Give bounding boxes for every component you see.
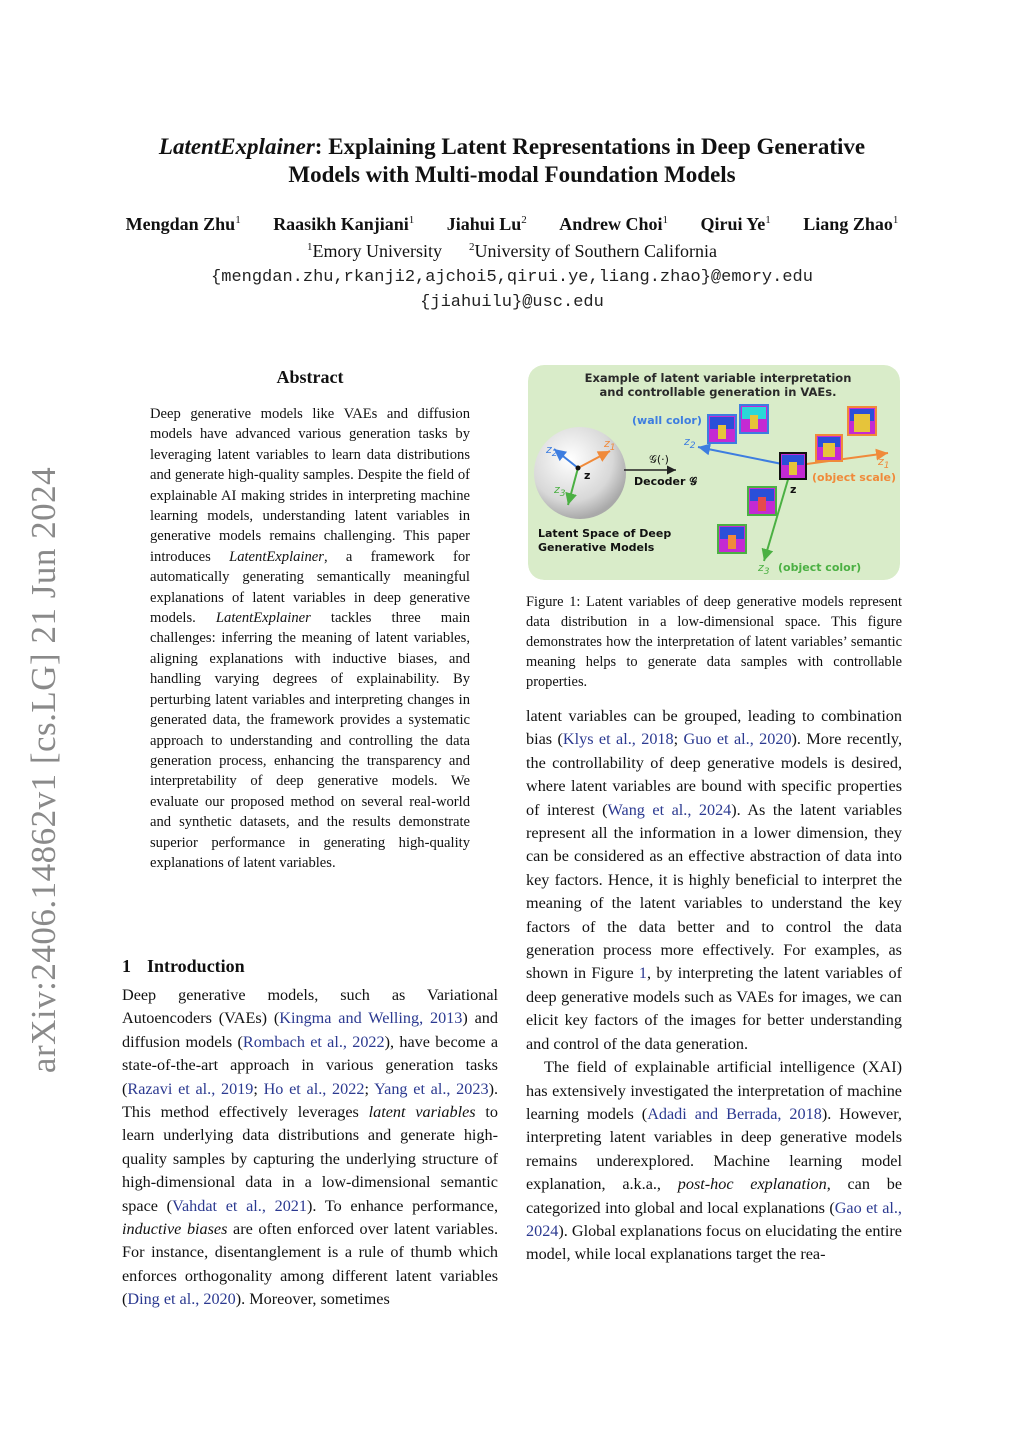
sample-image-color-2 bbox=[718, 525, 746, 553]
author: Andrew Choi$^1$ bbox=[559, 214, 668, 234]
object-color-label: (object color) bbox=[778, 561, 862, 574]
arxiv-stamp: arXiv:2406.14862v1 [cs.LG] 21 Jun 2024 bbox=[24, 466, 63, 1074]
z1-label-small: $z_1$ bbox=[604, 437, 616, 454]
email-line-2: {jiahuilu}@usc.edu bbox=[420, 293, 604, 312]
citation-link[interactable]: Guo et al., 2020 bbox=[683, 730, 792, 749]
decoder-label: Decoder 𝒢 bbox=[634, 475, 698, 488]
intro-paragraph: Deep generative models, such as Variational Autoencoders (VAEs) (Kingma and Welling, 2013) and diffusion models (Rombach et al., 2022), have become a state-of-the-art approach in various generation tasks (Razavi et al., 2019; Ho et al., 2022; Yang et al., 2023). This method effectively leverages latent variables to learn underlying data distributions and generate high-quality samples by capturing the underlying structure of high-dimensional data in a low-dimensional semantic space (Vahdat et al., 2021). To enhance performance, inductive biases are often enforced over latent variables. For instance, disentanglement is a rule of thumb which enforces orthogonality among different latent variables (Ding et al., 2020). Moreover, sometimes bbox=[122, 986, 499, 1309]
sample-image-wall-blue-1 bbox=[708, 415, 736, 443]
object-scale-label: (object scale) bbox=[812, 471, 897, 484]
author-list bbox=[60, 214, 964, 235]
sample-image-center bbox=[780, 453, 806, 479]
section-heading-introduction: 1 Introduction bbox=[122, 956, 245, 976]
latent-space-label: Latent Space of Deep Generative Models bbox=[538, 527, 672, 554]
author: Jiahui Lu$^2$ bbox=[446, 214, 527, 234]
z3-label-large: $z_3$ bbox=[758, 561, 770, 578]
citation-link[interactable]: Wang et al., 2024 bbox=[607, 800, 732, 819]
z-label-large: z bbox=[790, 483, 797, 496]
affiliations: $^1$Emory University $^2$University of Southern California bbox=[307, 241, 717, 261]
z1-label-large: $z_1$ bbox=[878, 455, 890, 472]
sample-image-color-1 bbox=[748, 487, 776, 515]
citation-link[interactable]: Yang et al., 2023 bbox=[374, 1079, 489, 1098]
z3-label-small: $z_3$ bbox=[554, 483, 566, 500]
email-line-1: {mengdan.zhu,rkanji2,ajchoi5,qirui.ye,liang.zhao}@emory.edu bbox=[211, 268, 813, 287]
z2-label-large: $z_2$ bbox=[684, 435, 696, 452]
z-label-small: z bbox=[584, 469, 591, 482]
right-column-body bbox=[526, 705, 902, 1267]
abstract-body: Deep generative models like VAEs and diffusion models have advanced various generation tasks by leveraging latent variables to learn data distributions and generate high-quality samples. Despite the field of explainable AI making strides in interpreting machine learning models, understanding latent variables in generative models remains challenging. This paper introduces LatentExplainer, a framework for automatically generating semantically meaningful explanations of latent variables in deep generative models. LatentExplainer tackles three main challenges: inferring the meaning of latent variables, aligning explanations with inductive biases, and handling varying degrees of explainability. By perturbing latent variables and interpreting changes in generated data, the framework provides a systematic approach to understanding and controlling the data generation process, enhancing the transparency and interpretability of deep generative models. We evaluate our proposed method on several real-world and synthetic datasets, and the results demonstrate superior performance in generating high-quality explanations of latent variables. bbox=[150, 406, 470, 871]
wall-color-label: (wall color) bbox=[632, 414, 702, 427]
figure-1 bbox=[528, 365, 900, 580]
paper-title: LatentExplainer: Explaining Latent Representations in Deep Generative Models with Multi-modal Foundation Models bbox=[158, 134, 866, 187]
author: Raasikh Kanjiani$^1$ bbox=[273, 214, 415, 234]
citation-link[interactable]: Kingma and Welling, 2013 bbox=[279, 1009, 463, 1028]
z-point bbox=[576, 466, 581, 471]
author: Liang Zhao$^1$ bbox=[803, 214, 899, 234]
paragraph: The field of explainable artificial intelligence (XAI) has extensively investigated the interpretation of machine learning models (Adadi and Berrada, 2018). However, interpreting latent variables in deep generative models remains underexplored. Machine learning model explanation, a.k.a., post-hoc explanation, can be categorized into global and local explanations (Gao et al., 2024). Global explanations focus on elucidating the entire model, while local explanations target the rea- bbox=[526, 1058, 903, 1264]
author: Mengdan Zhu$^1$ bbox=[125, 214, 241, 234]
citation-link[interactable]: Adadi and Berrada, 2018 bbox=[647, 1104, 822, 1123]
decoder-function-label: 𝒢(·) bbox=[649, 453, 669, 466]
sample-image-scale-1 bbox=[816, 435, 842, 461]
figure-title: Example of latent variable interpretation and controllable generation in VAEs. bbox=[584, 371, 852, 399]
citation-link[interactable]: Vahdat et al., 2021 bbox=[172, 1196, 307, 1215]
z2-label-small: $z_2$ bbox=[546, 443, 558, 460]
citation-link[interactable]: Razavi et al., 2019 bbox=[127, 1079, 254, 1098]
sample-image-scale-2 bbox=[848, 407, 876, 435]
author: Qirui Ye$^1$ bbox=[700, 214, 771, 234]
citation-link[interactable]: Rombach et al., 2022 bbox=[242, 1032, 385, 1051]
abstract-heading: Abstract bbox=[276, 367, 344, 387]
sample-image-wall-blue-2 bbox=[740, 405, 768, 433]
citation-link[interactable]: Gao et al., 2024 bbox=[526, 1198, 902, 1240]
paragraph: latent variables can be grouped, leading to combination bias (Klys et al., 2018; Guo et al., 2020). More recently, the controllability of deep generative models is desired, where latent variables are bound with specific properties of interest (Wang et al., 2024). As the latent variables represent all the information in a lower dimension, they can be considered as an effective abstraction of data into key factors. Hence, it is highly beneficial to interpret the meaning of the latent variables to understand the key factors of the data better and to control the data generation process more effectively. For examples, as shown in Figure 1, by interpreting the latent variables of deep generative models such as VAEs for images, we can elicit key factors of the images for better understanding and control of the data generation. bbox=[526, 707, 903, 1053]
citation-link[interactable]: Ho et al., 2022 bbox=[263, 1079, 365, 1098]
figure-caption: Figure 1: Latent variables of deep generative models represent data distribution in a low-dimensional space. This figure demonstrates how the interpretation of latent variables’ semantic meaning helps to generate data samples with controllable properties. bbox=[526, 594, 902, 690]
citation-link[interactable]: Ding et al., 2020 bbox=[127, 1290, 236, 1309]
citation-link[interactable]: Klys et al., 2018 bbox=[562, 730, 674, 749]
figure-ref-link[interactable]: 1 bbox=[638, 964, 648, 983]
